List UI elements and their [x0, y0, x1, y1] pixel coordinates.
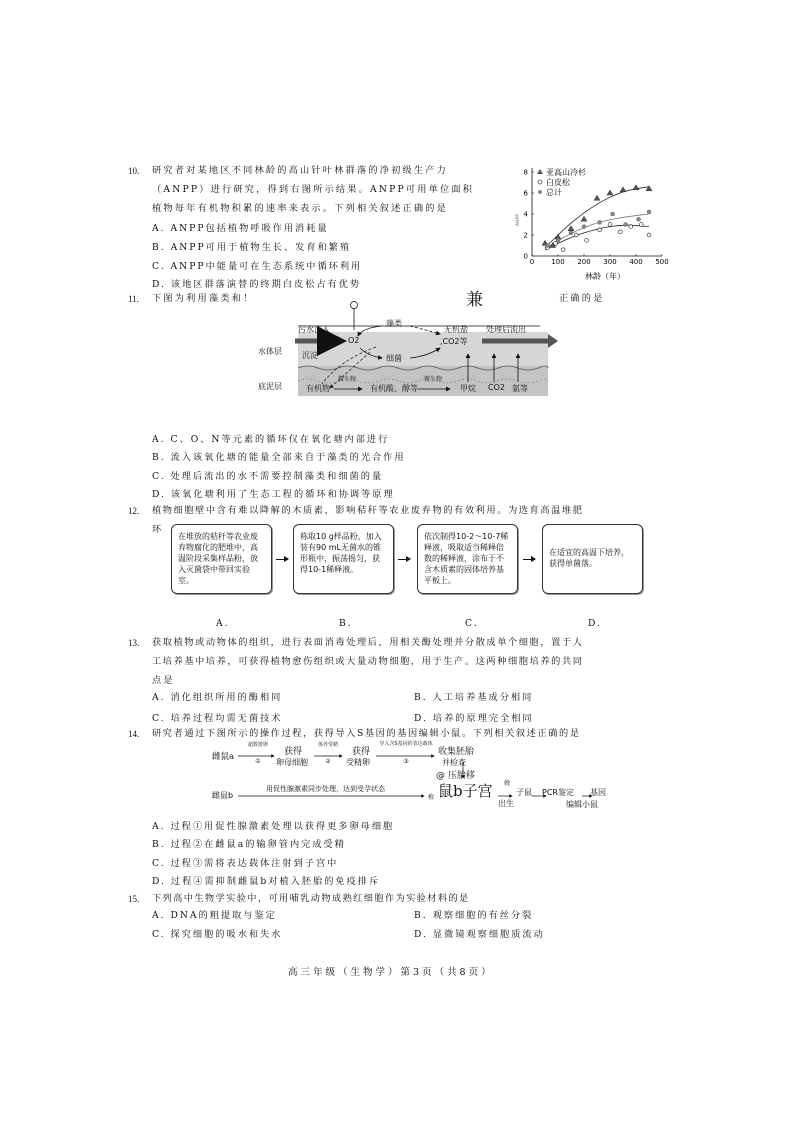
q15-option-d: D. 显微镜观察细胞质流动 — [414, 929, 545, 940]
flow-zygote: 受精卵 — [346, 758, 370, 767]
q11-number: 11. — [128, 294, 139, 304]
chart-x-tick-label: 400 — [629, 258, 643, 266]
q12-box-a: 在堆放的秸秆等农业废弃物腐化的肥堆中，高温阶段采集样品粉，放入灭菌袋中带回实验室。 — [171, 524, 272, 594]
q14-option-c: C. 过程③需将表达载体注射到子宫中 — [152, 858, 339, 869]
legend-marker-circle — [538, 180, 542, 184]
chart-point-triangle — [568, 226, 574, 231]
legend-label: 亚高山冷杉 — [546, 168, 586, 177]
q13-number: 13. — [128, 638, 140, 648]
pond-algae-label: 藻类 — [386, 319, 402, 328]
q11-option-b: B. 流入该氧化塘的能量全部来自于藻类的光合作用 — [152, 452, 406, 463]
flow-uterus: 鼠b子宫 — [438, 782, 493, 800]
chart-point-triangle — [633, 185, 639, 190]
chart-point-dot — [611, 212, 615, 216]
chart-y-axis-label: ANPP — [516, 214, 521, 226]
chart-point-circle — [598, 228, 602, 232]
chart-point-dot — [647, 210, 651, 214]
q12-box-b: 称取10 g样品粉，加入装有90 mL无菌水的锥形瓶中，振荡摇匀，获得10-1稀释液。 — [293, 524, 394, 594]
flow-mouse-a: 雌鼠a — [212, 752, 235, 762]
flow-step1-label: 超数排卵 — [247, 742, 268, 748]
q12-arrow-2 — [398, 559, 410, 560]
q13-stem-line-2: 工培养基中培养，可获得植物愈伤组织或大量动物细胞，用于生产。这两种细胞培养的共同 — [152, 656, 584, 667]
chart-point-circle — [561, 248, 565, 252]
pond-microbe-label-1: 微生物 — [338, 376, 357, 383]
q13-stem-line-3: 点是 — [152, 675, 175, 686]
chart-point-dot — [598, 220, 602, 224]
q13-option-c: C. 培养过程均需无菌技术 — [152, 713, 283, 724]
chart-point-dot — [582, 225, 586, 229]
chart-point-circle — [585, 238, 589, 242]
q11-option-a: A. C、O、N等元素的循环仅在氧化塘内部进行 — [152, 434, 390, 445]
chart-x-axis-label: 林龄（年） — [585, 272, 625, 281]
pond-outflow-label: 处理后流出 — [486, 325, 526, 334]
flow-collect-embryo: 收集胚胎 — [438, 747, 475, 757]
flow-offspring: 子鼠 — [516, 788, 532, 797]
legend-marker-dot — [538, 190, 542, 194]
q14-flow-diagram — [210, 740, 610, 812]
q11-option-d: D. 该氧化塘利用了生态工程的循环和协调等原理 — [152, 489, 395, 500]
chart-y-tick-label: 8 — [523, 168, 528, 177]
chart-y-tick-label: 4 — [523, 210, 528, 219]
flow-pcr: PCR鉴定 — [542, 788, 574, 797]
q15-option-a: A. DNA的粗提取与鉴定 — [152, 910, 277, 921]
flow-sync-treatment: 用促性腺激素同步处理，达到受孕状态 — [266, 785, 385, 793]
q14-option-a: A. 过程①用促性腺激素处理以获得更多卵母细胞 — [152, 821, 395, 832]
flow-step3-label: 导入含S基因的表达载体 — [379, 741, 433, 747]
q14-stem: 研究者通过下图所示的操作过程，获得导入S基因的基因编辑小鼠。下列相关叙述正确的是 — [152, 728, 581, 739]
pond-water-layer-label: 水体层 — [258, 347, 282, 356]
chart-point-circle — [639, 223, 643, 227]
q12-arrow-3 — [523, 559, 535, 560]
legend-label: 总计 — [546, 188, 562, 197]
flow-arrows — [210, 740, 610, 812]
q10-stem-line-2: （ANPP）进行研究，得到右图所示结果。ANPP可用单位面积 — [152, 184, 475, 195]
q14-number: 14. — [128, 729, 140, 739]
flow-step2-number: ② — [325, 758, 331, 765]
chart-fit-curve-2 — [545, 214, 649, 249]
flow-mouse-b: 雌鼠b — [212, 791, 234, 800]
chart-point-triangle — [581, 216, 587, 221]
q12-box-c: 依次制得10-2～10-7稀释液，吸取适当稀释倍数的稀释液，涂布于不含木质素的固体培养基平板上。 — [417, 524, 518, 594]
flow-birth-label: 娩 — [504, 780, 511, 787]
chart-point-dot — [546, 244, 550, 248]
chart-point-circle — [647, 233, 651, 237]
chart-x-tick-label: 300 — [603, 258, 617, 266]
flow-birth: 出生 — [498, 799, 514, 808]
q12-label-d: D. — [588, 618, 602, 629]
q10-anpp-chart — [510, 158, 670, 282]
pond-co2-etc-label: ,CO2等 — [440, 337, 468, 346]
q10-stem-line-1: 研究者对某地区不同林龄的高山针叶林群落的净初级生产力 — [152, 165, 449, 176]
flow-egg-cell: 卵母细胞 — [276, 758, 308, 767]
pond-sediment-label: 沉淀 — [302, 351, 318, 360]
flow-edited-mouse: 编辑小鼠 — [566, 800, 598, 809]
q12-stem: 植物细胞壁中含有难以降解的木质素，影响秸秆等农业废弃物的有效利用。为选育高温堆肥 — [152, 505, 584, 516]
q12-label-b: B. — [339, 618, 353, 629]
chart-point-triangle — [594, 195, 600, 200]
pond-bottom-layer-label: 底泥层 — [258, 382, 282, 391]
chart-point-circle — [574, 233, 578, 237]
q15-option-b: B. 观察细胞的有丝分裂 — [414, 910, 534, 921]
q11-oxidation-pond-diagram — [250, 300, 570, 404]
pond-acids-label: 有机酸、醇等 — [370, 384, 418, 393]
chart-point-dot — [637, 217, 641, 221]
chart-x-tick-label: 0 — [529, 258, 535, 266]
q12-arrow-1 — [276, 559, 288, 560]
pond-bacteria-label: 细菌 — [386, 354, 402, 363]
q10-option-b: B. ANPP可用于植物生长、发育和繁殖 — [152, 242, 352, 253]
pond-inflow-label: 污水流入 — [298, 325, 330, 334]
legend-marker-triangle — [537, 169, 543, 174]
chart-point-dot — [624, 223, 628, 227]
q12-label-c: C. — [465, 618, 479, 629]
chart-y-tick-label: 2 — [523, 231, 528, 240]
chart-y-tick-label: 6 — [523, 189, 528, 198]
q15-option-c: C. 探究细胞的吸水和失水 — [152, 929, 283, 940]
chart-point-triangle — [620, 187, 626, 192]
q15-number: 15. — [128, 894, 140, 904]
chart-x-tick-label: 100 — [551, 258, 565, 266]
chart-fit-curve-1 — [545, 225, 649, 249]
q13-option-a: A. 消化组织所用的酶相同 — [152, 692, 283, 703]
chart-point-triangle — [607, 190, 613, 195]
q12-number: 12. — [128, 506, 140, 516]
q10-option-d: D. 该地区群落演替的终期白皮松占有优势 — [152, 279, 362, 290]
q10-option-c: C. ANPP中能量可在生态系统中循环利用 — [152, 261, 363, 272]
pond-co2-label: CO2 — [488, 383, 505, 392]
flow-gene: 基因 — [590, 788, 606, 797]
chart-point-circle — [619, 230, 623, 234]
q14-option-b: B. 过程②在雌鼠a的输卵管内完成受精 — [152, 839, 346, 850]
q12-box-d: 在适宜的高温下培养，获得单菌落。 — [542, 524, 643, 594]
q11-stem-left: 下图为利用藻类和！ — [152, 293, 255, 304]
q13-option-b: B. 人工培养基成分相同 — [414, 692, 534, 703]
pond-microbe-label-2: 微生物 — [424, 376, 443, 383]
flow-step3-number: ③ — [403, 758, 409, 765]
flow-transfer: @ 压胎移 — [436, 771, 475, 781]
pond-o2-label: O2 — [348, 336, 360, 345]
pond-organic-label: 有机物 — [306, 384, 330, 393]
flow-step1-number: ① — [255, 758, 261, 765]
flow-check: 并检查 — [442, 758, 466, 767]
q12-label-a: A. — [216, 618, 230, 629]
q11-option-c: C. 处理后流出的水不需要控制藻类和细菌的量 — [152, 471, 384, 482]
q11-stem-right: 正确的是 — [559, 293, 605, 304]
flow-implant: 植 — [428, 794, 435, 801]
pond-methane-label: 甲烷 — [460, 384, 476, 393]
q11-stem-fragment: 兼 — [466, 290, 483, 310]
flow-get-egg: 获得 — [284, 747, 303, 757]
chart-point-circle — [629, 225, 633, 229]
chart-point-circle — [608, 223, 612, 227]
chart-x-tick-label: 200 — [577, 258, 591, 266]
flow-step2-label: 体外受精 — [318, 742, 339, 748]
q15-stem: 下列高中生物学实验中，可用哺乳动物成熟红细胞作为实验材料的是 — [152, 893, 470, 904]
chart-point-dot — [556, 238, 560, 242]
chart-y-tick-label: 0 — [523, 252, 528, 261]
chart-point-circle — [554, 242, 558, 246]
q13-stem-line-1: 获取植物或动物体的组织，进行表面消毒处理后，用相关酶处理并分散成单个细胞，置于人 — [152, 637, 584, 648]
chart-x-tick-label: 500 — [655, 258, 669, 266]
flow-get-zygote: 获得 — [352, 747, 371, 757]
legend-label: 白皮松 — [546, 178, 570, 187]
chart-point-dot — [569, 231, 573, 235]
q10-stem-line-3: 植物每年有机物积累的速率来表示。下列相关叙述正确的是 — [152, 203, 449, 214]
chart-point-triangle — [646, 186, 652, 191]
q10-number: 10. — [128, 166, 140, 176]
q10-option-a: A. ANPP包括植物呼吸作用消耗量 — [152, 223, 329, 234]
q12-stem-continued: 环 — [152, 524, 164, 535]
q13-option-d: D. 培养的原理完全相同 — [414, 713, 534, 724]
pond-ammonia-label: 氨等 — [512, 384, 528, 393]
page-footer: 高三年级（生物学）第3页（共8页） — [288, 967, 494, 978]
chart-legend — [537, 167, 586, 197]
q14-option-d: D. 过程④需抑制雌鼠b对植入胚胎的免疫排斥 — [152, 876, 381, 887]
pond-inorganic-label: 无机盐 — [444, 325, 468, 334]
